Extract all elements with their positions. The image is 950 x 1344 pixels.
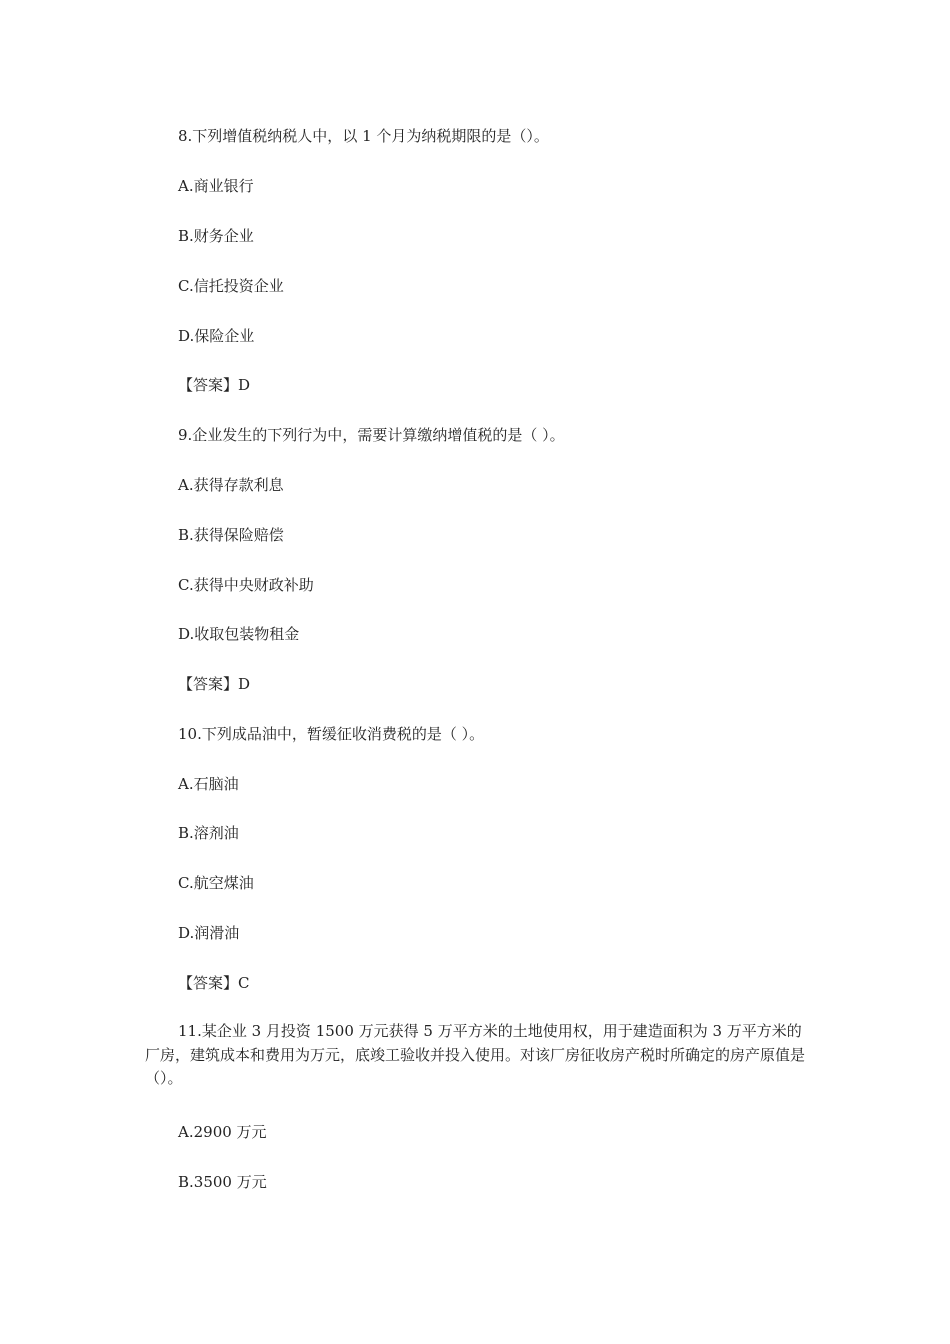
question-11-option-b: B.3500 万元 (178, 1173, 267, 1191)
question-10-answer: 【答案】C (178, 974, 250, 992)
question-11-option-a: A.2900 万元 (178, 1123, 267, 1141)
question-9-stem: 9.企业发生的下列行为中，需要计算缴纳增值税的是（ ）。 (178, 426, 565, 444)
question-8-option-b: B.财务企业 (178, 227, 254, 245)
question-10-option-b: B.溶剂油 (178, 824, 239, 842)
question-9-option-c: C.获得中央财政补助 (178, 576, 314, 594)
question-10-stem: 10.下列成品油中，暂缓征收消费税的是（ ）。 (178, 725, 485, 743)
question-9-option-d: D.收取包装物租金 (178, 625, 300, 643)
question-8-stem: 8.下列增值税纳税人中，以 1 个月为纳税期限的是（）。 (178, 127, 549, 145)
question-10-option-c: C.航空煤油 (178, 874, 254, 892)
question-9-option-b: B.获得保险赔偿 (178, 526, 284, 544)
question-8-option-c: C.信托投资企业 (178, 277, 284, 295)
question-8-answer: 【答案】D (178, 376, 251, 394)
question-11-stem: 11.某企业 3 月投资 1500 万元获得 5 万平方米的土地使用权，用于建造面积为 3 万平方米的厂房，建筑成本和费用为万元，底竣工验收并投入使用。对该厂房征收房产税时所确定的房产原值是（）。 (145, 1022, 806, 1087)
question-10-option-a: A.石脑油 (178, 775, 239, 793)
question-8-option-d: D.保险企业 (178, 327, 255, 345)
question-9-option-a: A.获得存款利息 (178, 476, 284, 494)
question-10-option-d: D.润滑油 (178, 924, 240, 942)
question-8-option-a: A.商业银行 (178, 177, 254, 195)
question-9-answer: 【答案】D (178, 675, 251, 693)
